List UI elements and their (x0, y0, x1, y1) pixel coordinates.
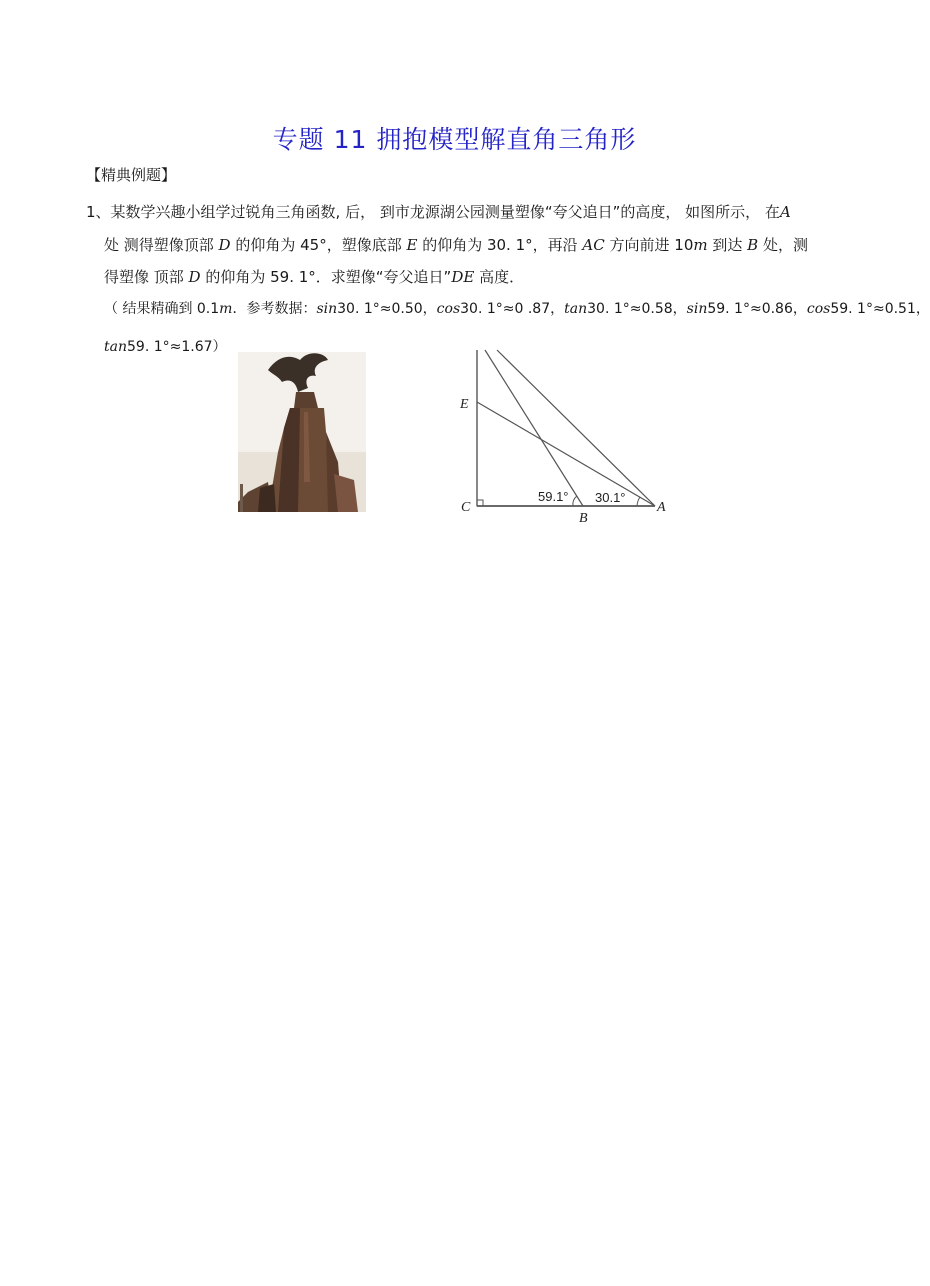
label-B: B (579, 511, 588, 526)
label-E: E (460, 397, 469, 412)
sight-line-B-D (485, 350, 583, 506)
angle-arc-B (573, 496, 577, 506)
sculpture-photo (238, 352, 366, 512)
page-title: 专题 11 拥抱模型解直角三角形 (272, 125, 637, 154)
angle-label-B: 59.1° (538, 489, 569, 504)
angle-arc-A (637, 497, 640, 506)
problem-line-1: 1、某数学兴趣小组学过锐角三角函数, 后， 到市龙源湖公园测量塑像“夸父追日”的高度， 如图所示， 在A (86, 203, 791, 221)
section-label: 【精典例题】 (86, 166, 177, 184)
problem-line-2: 处 测得塑像顶部 D 的仰角为 45°，塑像底部 E 的仰角为 30. 1°，再沿 AC 方向前进 10m 到达 B 处，测 (104, 236, 808, 254)
label-A: A (657, 500, 666, 515)
problem-line-5: tan59. 1°≈1.67） (104, 339, 227, 355)
problem-line-3: 得塑像 顶部 D 的仰角为 59. 1°．求塑像“夸父追日”DE 高度． (104, 268, 525, 286)
problem-line-4: （ 结果精确到 0.1m．参考数据：sin30. 1°≈0.50，cos30. 1°≈0 .87，tan30. 1°≈0.58，sin59. 1°≈0.86，cos59. 1°≈0.51， (104, 301, 930, 317)
label-C: C (461, 500, 471, 515)
geometry-diagram (455, 350, 680, 525)
problem-number: 1 (86, 203, 96, 221)
angle-label-A: 30.1° (595, 490, 626, 505)
